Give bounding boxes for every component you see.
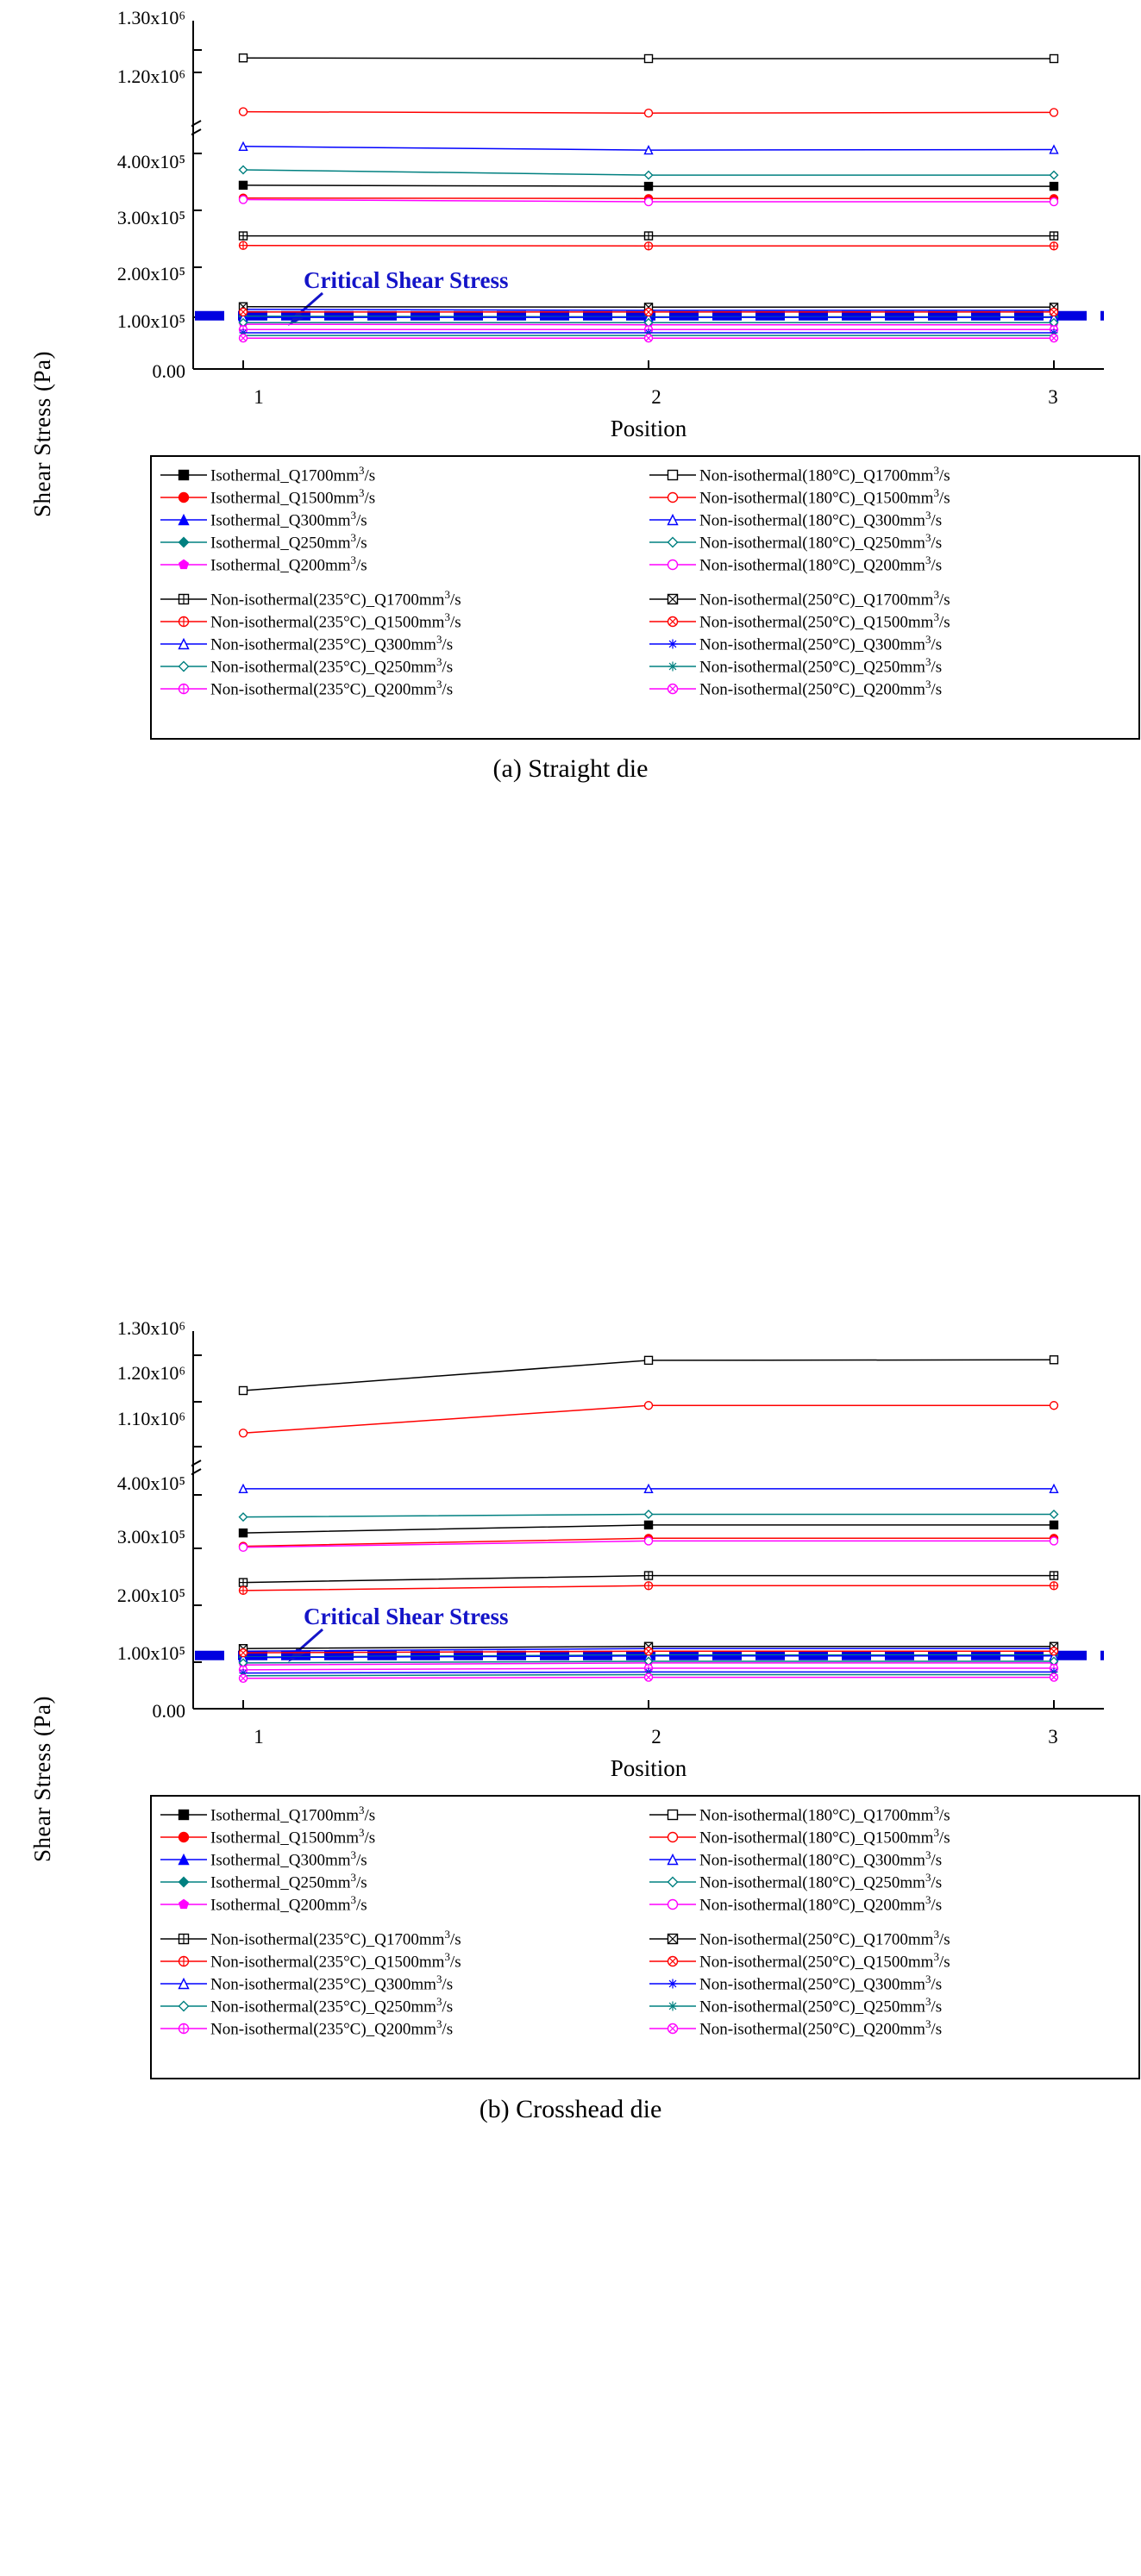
legend-label: Non-$isothermal(235^\circ C)\_Q1700mm^3/s$ <box>210 1928 461 1949</box>
legend-symbol-icon <box>160 1806 207 1823</box>
legend-label: Non-$isothermal(250^\circ C)\_Q300mm^3/s$ <box>699 633 943 654</box>
legend-entry[interactable] <box>160 1950 641 1973</box>
legend-entry[interactable] <box>160 1995 641 2017</box>
legend-symbol-icon <box>649 1930 696 1948</box>
xtick-a-0: 1 <box>254 386 264 408</box>
xtick-b-1: 2 <box>651 1726 661 1748</box>
ytick-b-5: 1.10x10⁶ <box>116 1408 185 1429</box>
legend-label: Non-$isothermal(180^\circ C)\_Q1700mm^3/s$ <box>699 1804 950 1825</box>
figure-b <box>0 1310 1141 2569</box>
legend-spacer <box>160 576 1130 588</box>
legend-entry[interactable] <box>649 1848 1130 1871</box>
legend-symbol-icon <box>160 1930 207 1948</box>
ytick-a-1: 1.00x10⁵ <box>116 310 185 332</box>
x-axis-label-a: Position <box>610 416 687 441</box>
legend-label: Non-$isothermal(180^\circ C)\_Q1700mm^3/s$ <box>699 464 950 485</box>
legend-entry[interactable] <box>160 2017 641 2040</box>
legend-label: Non-$isothermal(250^\circ C)\_Q200mm^3/s$ <box>699 2017 943 2039</box>
ytick-b-2: 2.00x10⁵ <box>116 1585 185 1606</box>
legend-entry[interactable] <box>649 1973 1130 1995</box>
legend-entry[interactable] <box>160 1826 641 1848</box>
legend-symbol-icon <box>160 1851 207 1868</box>
legend-entry[interactable] <box>160 633 641 655</box>
legend-entry[interactable] <box>649 531 1130 553</box>
legend-symbol-icon <box>160 534 207 551</box>
legend-entry[interactable] <box>649 1804 1130 1826</box>
legend-symbol-icon <box>649 1806 696 1823</box>
legend-symbol-icon <box>160 2020 207 2037</box>
figure-a <box>0 0 1141 1250</box>
legend-entry[interactable] <box>160 531 641 553</box>
xtick-b-0: 1 <box>254 1726 264 1748</box>
legend-label: Non-$isothermal(250^\circ C)\_Q250mm^3/s$ <box>699 1995 943 2016</box>
legend-label: Non-$isothermal(235^\circ C)\_Q200mm^3/s$ <box>210 2017 454 2039</box>
legend-entry[interactable] <box>649 2017 1130 2040</box>
legend-entry[interactable] <box>160 1973 641 1995</box>
legend-label: Non-$isothermal(180^\circ C)\_Q300mm^3/s$ <box>699 1848 943 1870</box>
legend-label: Non-$isothermal(235^\circ C)\_Q300mm^3/s$ <box>210 633 454 654</box>
critical-shear-stress-label-a: Critical Shear Stress <box>304 267 509 293</box>
legend-symbol-icon <box>160 591 207 608</box>
legend-entry[interactable] <box>649 588 1130 610</box>
legend-entry[interactable] <box>649 509 1130 531</box>
legend-label: $Isothermal\_Q200mm^3/s$ <box>210 553 367 575</box>
legend-a <box>150 455 1140 740</box>
legend-entry[interactable] <box>649 486 1130 509</box>
legend-symbol-icon <box>649 1829 696 1846</box>
legend-entry[interactable] <box>649 553 1130 576</box>
legend-symbol-icon <box>160 658 207 675</box>
plot-svg-a <box>191 16 1106 378</box>
legend-label: Non-$isothermal(180^\circ C)\_Q200mm^3/s$ <box>699 1893 943 1915</box>
ytick-a-3: 3.00x10⁵ <box>116 207 185 228</box>
legend-symbol-icon <box>649 1998 696 2015</box>
legend-entry[interactable] <box>649 1995 1130 2017</box>
legend-entry[interactable] <box>649 1928 1130 1950</box>
legend-symbol-icon <box>160 1975 207 1992</box>
legend-label: Non-$isothermal(180^\circ C)\_Q250mm^3/s$ <box>699 531 943 553</box>
legend-label: Non-$isothermal(235^\circ C)\_Q1500mm^3/s$ <box>210 610 461 632</box>
ytick-a-6: 1.30x10⁶ <box>116 7 185 28</box>
plot-area-b <box>191 1326 1106 1718</box>
legend-entry[interactable] <box>160 1804 641 1826</box>
legend-symbol-icon <box>649 489 696 506</box>
legend-symbol-icon <box>160 511 207 528</box>
legend-entry[interactable] <box>160 553 641 576</box>
legend-entry[interactable] <box>160 1848 641 1871</box>
legend-label: Non-$isothermal(250^\circ C)\_Q1700mm^3/s$ <box>699 588 950 610</box>
legend-symbol-icon <box>649 511 696 528</box>
legend-entry[interactable] <box>649 678 1130 700</box>
legend-symbol-icon <box>649 613 696 630</box>
legend-entry[interactable] <box>160 588 641 610</box>
legend-label: $Isothermal\_Q1700mm^3/s$ <box>210 1804 376 1825</box>
legend-entry[interactable] <box>649 1950 1130 1973</box>
legend-grid-b <box>160 1804 1130 2040</box>
legend-symbol-icon <box>160 1829 207 1846</box>
legend-grid-a <box>160 464 1130 700</box>
legend-symbol-icon <box>160 1873 207 1891</box>
legend-label: Non-$isothermal(250^\circ C)\_Q250mm^3/s$ <box>699 655 943 677</box>
xtick-a-2: 3 <box>1048 386 1058 408</box>
ytick-a-2: 2.00x10⁵ <box>116 263 185 284</box>
legend-label: Non-$isothermal(235^\circ C)\_Q300mm^3/s$ <box>210 1973 454 1994</box>
ytick-b-7: 1.30x10⁶ <box>116 1317 185 1339</box>
legend-symbol-icon <box>160 556 207 573</box>
legend-label: Non-$isothermal(250^\circ C)\_Q200mm^3/s$ <box>699 678 943 699</box>
ytick-b-1: 1.00x10⁵ <box>116 1642 185 1664</box>
caption-b: (b) Crosshead die <box>479 2095 662 2123</box>
legend-label: $Isothermal\_Q250mm^3/s$ <box>210 531 367 553</box>
legend-symbol-icon <box>160 1953 207 1970</box>
legend-symbol-icon <box>649 466 696 484</box>
legend-label: Non-$isothermal(235^\circ C)\_Q1500mm^3/s$ <box>210 1950 461 1972</box>
legend-label: Non-$isothermal(180^\circ C)\_Q1500mm^3/s$ <box>699 1826 950 1848</box>
ytick-a-4: 4.00x10⁵ <box>116 151 185 172</box>
legend-label: $Isothermal\_Q1500mm^3/s$ <box>210 1826 376 1848</box>
legend-label: Non-$isothermal(250^\circ C)\_Q1700mm^3/s$ <box>699 1928 950 1949</box>
legend-label: $Isothermal\_Q200mm^3/s$ <box>210 1893 367 1915</box>
legend-entry[interactable] <box>649 1826 1130 1848</box>
ytick-a-0: 0.00 <box>152 360 185 382</box>
legend-label: $Isothermal\_Q1700mm^3/s$ <box>210 464 376 485</box>
legend-symbol-icon <box>649 534 696 551</box>
legend-entry[interactable] <box>160 1893 641 1916</box>
legend-symbol-icon <box>160 489 207 506</box>
x-axis-label-b: Position <box>610 1755 687 1781</box>
legend-symbol-icon <box>160 680 207 697</box>
legend-symbol-icon <box>649 680 696 697</box>
legend-entry[interactable] <box>160 655 641 678</box>
y-axis-label-a: Shear Stress (Pa) <box>29 351 55 517</box>
legend-symbol-icon <box>160 635 207 653</box>
legend-entry[interactable] <box>649 655 1130 678</box>
legend-entry[interactable] <box>649 1893 1130 1916</box>
legend-label: Non-$isothermal(180^\circ C)\_Q300mm^3/s$ <box>699 509 943 530</box>
legend-entry[interactable] <box>160 1928 641 1950</box>
legend-symbol-icon <box>160 1896 207 1913</box>
critical-shear-stress-label-b: Critical Shear Stress <box>304 1604 509 1629</box>
legend-symbol-icon <box>649 1873 696 1891</box>
legend-entry[interactable] <box>160 509 641 531</box>
legend-symbol-icon <box>649 591 696 608</box>
legend-label: Non-$isothermal(235^\circ C)\_Q250mm^3/s$ <box>210 655 454 677</box>
legend-symbol-icon <box>649 658 696 675</box>
legend-label: Non-$isothermal(250^\circ C)\_Q1500mm^3/s$ <box>699 1950 950 1972</box>
legend-symbol-icon <box>160 1998 207 2015</box>
legend-label: $Isothermal\_Q300mm^3/s$ <box>210 1848 367 1870</box>
legend-symbol-icon <box>649 635 696 653</box>
legend-label: Non-$isothermal(250^\circ C)\_Q300mm^3/s$ <box>699 1973 943 1994</box>
caption-a: (a) Straight die <box>492 754 649 783</box>
legend-spacer <box>160 1916 1130 1928</box>
legend-entry[interactable] <box>649 610 1130 633</box>
legend-entry[interactable] <box>160 464 641 486</box>
legend-label: Non-$isothermal(235^\circ C)\_Q250mm^3/s$ <box>210 1995 454 2016</box>
ytick-b-0: 0.00 <box>152 1700 185 1722</box>
legend-entry[interactable] <box>160 678 641 700</box>
legend-label: Non-$isothermal(180^\circ C)\_Q200mm^3/s$ <box>699 553 943 575</box>
legend-symbol-icon <box>649 1851 696 1868</box>
legend-label: Non-$isothermal(180^\circ C)\_Q1500mm^3/s$ <box>699 486 950 508</box>
legend-symbol-icon <box>649 1896 696 1913</box>
legend-label: Non-$isothermal(235^\circ C)\_Q200mm^3/s$ <box>210 678 454 699</box>
ytick-a-5: 1.20x10⁶ <box>116 66 185 87</box>
legend-label: $Isothermal\_Q250mm^3/s$ <box>210 1871 367 1892</box>
legend-symbol-icon <box>160 466 207 484</box>
legend-symbol-icon <box>649 1953 696 1970</box>
legend-symbol-icon <box>649 1975 696 1992</box>
legend-label: $Isothermal\_Q1500mm^3/s$ <box>210 486 376 508</box>
plot-svg-b <box>191 1326 1106 1718</box>
ytick-b-4: 4.00x10⁵ <box>116 1472 185 1494</box>
legend-entry[interactable] <box>649 633 1130 655</box>
legend-symbol-icon <box>160 613 207 630</box>
legend-label: Non-$isothermal(250^\circ C)\_Q1500mm^3/s$ <box>699 610 950 632</box>
legend-entry[interactable] <box>160 610 641 633</box>
legend-entry[interactable] <box>160 486 641 509</box>
legend-symbol-icon <box>649 2020 696 2037</box>
xtick-a-1: 2 <box>651 386 661 408</box>
ytick-b-3: 3.00x10⁵ <box>116 1526 185 1547</box>
legend-b <box>150 1795 1140 2079</box>
y-axis-label-b: Shear Stress (Pa) <box>29 1696 55 1862</box>
ytick-b-6: 1.20x10⁶ <box>116 1362 185 1384</box>
legend-symbol-icon <box>649 556 696 573</box>
legend-entry[interactable] <box>649 1871 1130 1893</box>
legend-label: Non-$isothermal(235^\circ C)\_Q1700mm^3/s$ <box>210 588 461 610</box>
legend-entry[interactable] <box>160 1871 641 1893</box>
legend-entry[interactable] <box>649 464 1130 486</box>
plot-area-a <box>191 16 1106 378</box>
legend-label: $Isothermal\_Q300mm^3/s$ <box>210 509 367 530</box>
xtick-b-2: 3 <box>1048 1726 1058 1748</box>
legend-label: Non-$isothermal(180^\circ C)\_Q250mm^3/s$ <box>699 1871 943 1892</box>
